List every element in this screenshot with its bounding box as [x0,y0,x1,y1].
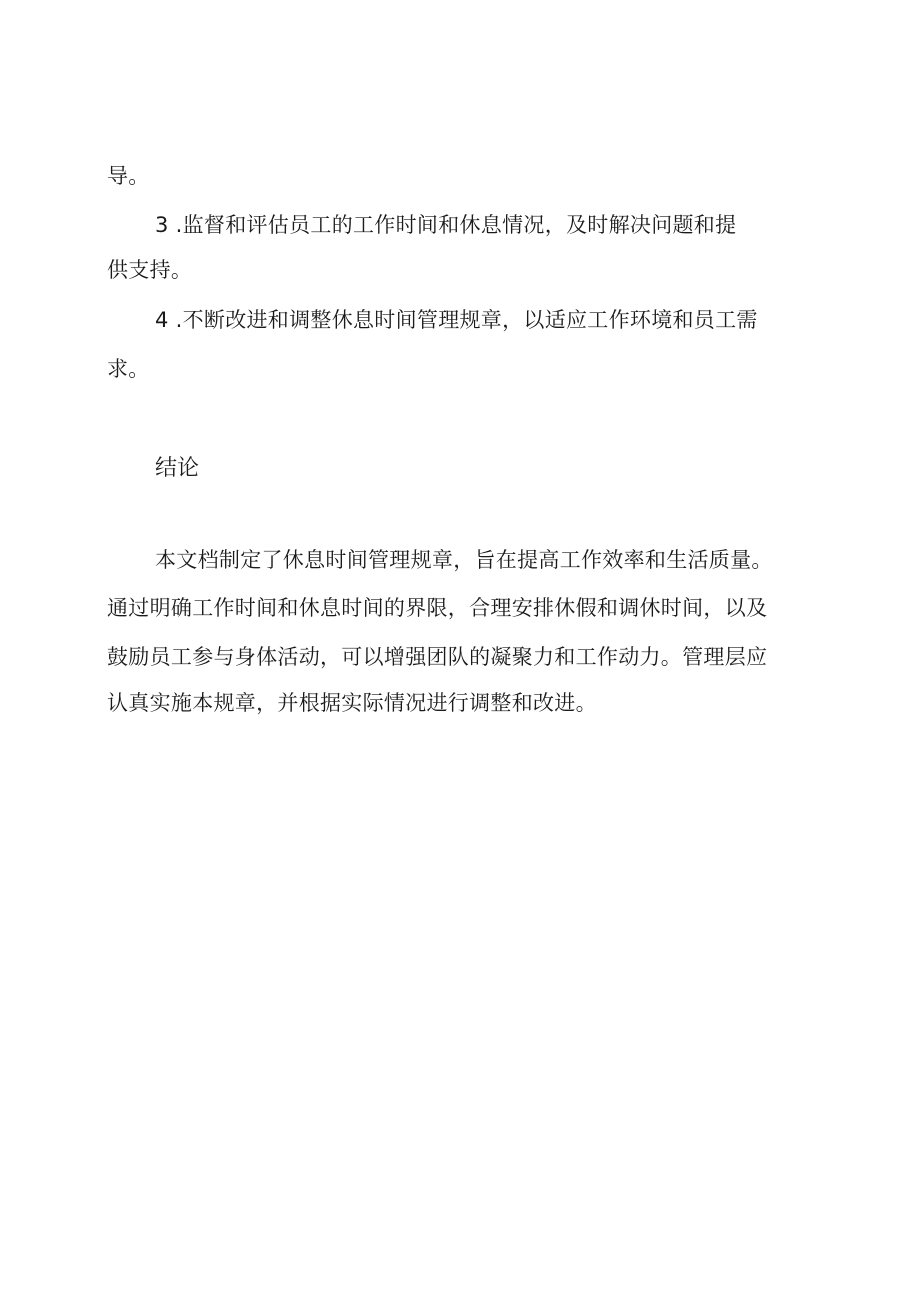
list-item-line: 供支持。 [107,258,193,282]
conclusion-heading: 结论 [155,456,200,481]
continuation-line: 导。 [107,164,150,188]
conclusion-line: 通过明确工作时间和休息时间的界限，合理安排休假和调休时间，以及 [107,596,768,620]
list-item-line: 3 .监督和评估员工的工作时间和休息情况，及时解决问题和提 [155,213,737,237]
list-item-line: 求。 [107,357,150,381]
list-item-line: 4 .不断改进和调整休息时间管理规章，以适应工作环境和员工需 [155,308,758,332]
conclusion-line: 鼓励员工参与身体活动，可以增强团队的凝聚力和工作动力。管理层应 [107,645,768,669]
conclusion-line: 认真实施本规章，并根据实际情况进行调整和改进。 [107,691,597,715]
conclusion-line: 本文档制定了休息时间管理规章，旨在提高工作效率和生活质量。 [155,548,773,572]
